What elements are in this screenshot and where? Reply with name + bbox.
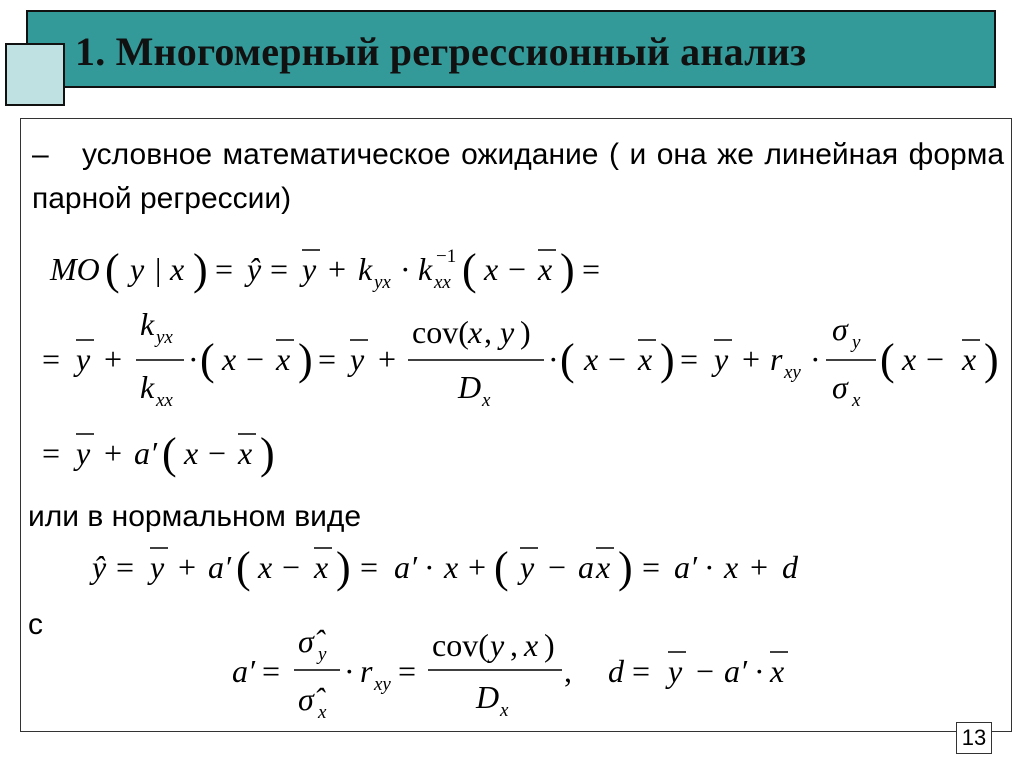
svg-text:·: · — [424, 549, 435, 585]
svg-text:y: y — [150, 549, 165, 585]
formula-normal-form — [89, 543, 799, 592]
svg-text:D: D — [458, 369, 482, 405]
svg-text:xx: xx — [156, 390, 173, 411]
svg-text:=: = — [642, 549, 661, 585]
svg-text:ŷ: ŷ — [247, 251, 262, 287]
svg-text:+: + — [742, 341, 761, 377]
svg-text:+: + — [328, 251, 347, 287]
svg-text:y: y — [852, 332, 861, 353]
svg-text:): ) — [336, 543, 351, 592]
svg-text:xy: xy — [374, 674, 391, 695]
svg-text:·: · — [344, 653, 355, 689]
svg-text:−1: −1 — [436, 246, 457, 267]
svg-text:x: x — [484, 251, 499, 287]
svg-text:k: k — [140, 369, 155, 405]
svg-text:−: − — [208, 435, 227, 471]
svg-text:x: x — [258, 549, 273, 585]
svg-text:=: = — [262, 653, 281, 689]
svg-text:): ) — [260, 429, 275, 478]
svg-text:+: + — [468, 549, 487, 585]
svg-text:=: = — [42, 435, 61, 471]
svg-text:(: ( — [200, 335, 215, 384]
svg-text:x: x — [184, 435, 199, 471]
svg-text:−: − — [548, 549, 567, 585]
svg-text:=: = — [398, 653, 417, 689]
svg-text:′: ′ — [412, 549, 419, 585]
svg-text:MO: MO — [50, 251, 100, 287]
svg-text:=: = — [318, 341, 337, 377]
svg-text:−: − — [282, 549, 301, 585]
svg-text:y: y — [76, 341, 91, 377]
svg-text:(: ( — [105, 245, 120, 294]
svg-text:−: − — [926, 341, 945, 377]
svg-text:=: = — [116, 549, 135, 585]
svg-text:x: x — [770, 653, 785, 689]
svg-text:·: · — [400, 251, 411, 287]
svg-text:): ) — [298, 335, 313, 384]
svg-text:=: = — [360, 549, 379, 585]
svg-text:·: · — [548, 341, 559, 377]
svg-text:x: x — [638, 341, 653, 377]
svg-text:x: x — [724, 549, 739, 585]
svg-text:x: x — [482, 390, 491, 411]
svg-text:a: a — [674, 549, 690, 585]
svg-text:x: x — [170, 251, 185, 287]
svg-text:y: y — [318, 644, 327, 665]
svg-text:,: , — [564, 653, 572, 689]
svg-text:): ) — [193, 245, 208, 294]
svg-text:y: y — [714, 341, 729, 377]
svg-text:yx: yx — [374, 272, 391, 293]
svg-text:·: · — [704, 549, 715, 585]
svg-text:y: y — [500, 314, 515, 350]
svg-text:x: x — [596, 549, 611, 585]
svg-text:x: x — [584, 341, 599, 377]
formula-expanded — [42, 306, 999, 411]
svg-text:x: x — [314, 549, 329, 585]
svg-text:x: x — [538, 251, 553, 287]
svg-text:d: d — [608, 653, 624, 689]
svg-text:xy: xy — [784, 362, 801, 383]
svg-text:y: y — [668, 653, 683, 689]
svg-text:): ) — [660, 335, 675, 384]
svg-text:−: − — [696, 653, 715, 689]
svg-text:+: + — [178, 549, 197, 585]
svg-text:=: = — [582, 251, 601, 287]
svg-text:y: y — [490, 627, 505, 663]
svg-text:a: a — [394, 549, 410, 585]
svg-text:(: ( — [462, 245, 477, 294]
svg-text:+: + — [104, 341, 123, 377]
svg-text:σ: σ — [832, 369, 848, 405]
normal-form-label: или в нормальном виде — [28, 500, 362, 533]
svg-text:y: y — [350, 341, 365, 377]
svg-text:r: r — [770, 341, 783, 377]
svg-text:r: r — [360, 653, 373, 689]
svg-text:−: − — [246, 341, 265, 377]
svg-text:a: a — [578, 549, 594, 585]
svg-text:y: y — [130, 251, 145, 287]
svg-text:−: − — [508, 251, 527, 287]
svg-text:): ) — [544, 627, 555, 663]
svg-text:cov(: cov( — [432, 627, 489, 663]
svg-text:D: D — [476, 679, 500, 715]
svg-text:x: x — [524, 627, 539, 663]
svg-text:y: y — [76, 435, 91, 471]
svg-text:·: · — [810, 341, 821, 377]
svg-text:x: x — [902, 341, 917, 377]
svg-text:cov(: cov( — [412, 314, 469, 350]
svg-text:σ: σ — [832, 311, 848, 347]
svg-text:x: x — [852, 390, 861, 411]
svg-text:x: x — [962, 341, 977, 377]
with-label: с — [28, 608, 43, 641]
formula-short — [42, 429, 275, 478]
svg-text:ŷ: ŷ — [92, 549, 107, 585]
svg-text:x: x — [500, 700, 509, 721]
svg-text:xx: xx — [434, 272, 451, 293]
svg-text:=: = — [215, 251, 234, 287]
svg-text:−: − — [608, 341, 627, 377]
svg-text:k: k — [140, 306, 155, 342]
svg-text:+: + — [104, 435, 123, 471]
svg-text:x: x — [318, 702, 327, 723]
intro-dash: – — [32, 138, 49, 171]
svg-text:·: · — [754, 653, 765, 689]
svg-text:+: + — [378, 341, 397, 377]
page-title: 1. Многомерный регрессионный анализ — [75, 29, 807, 74]
formula-coefficients — [232, 623, 788, 723]
svg-text:σ̂: σ̂ — [298, 623, 314, 659]
svg-text:y: y — [302, 251, 317, 287]
svg-text:(: ( — [162, 429, 177, 478]
svg-text:,: , — [484, 314, 492, 350]
svg-text:(: ( — [880, 335, 895, 384]
formula-conditional-expectation — [49, 245, 600, 294]
svg-text:): ) — [984, 335, 999, 384]
svg-text:=: = — [270, 251, 289, 287]
svg-text:σ̂: σ̂ — [298, 681, 314, 717]
svg-text:x: x — [238, 435, 253, 471]
svg-text:x: x — [222, 341, 237, 377]
svg-text:d: d — [782, 549, 798, 585]
svg-text:(: ( — [494, 543, 509, 592]
svg-text:a: a — [724, 653, 740, 689]
svg-text:x: x — [468, 314, 483, 350]
svg-text:): ) — [560, 245, 575, 294]
svg-text:,: , — [510, 627, 518, 663]
svg-text:x: x — [444, 549, 459, 585]
svg-text:a: a — [232, 653, 248, 689]
intro-text: условное математическое ожидание ( и она же линейная форма парной регрессии) — [32, 138, 1004, 215]
svg-text:|: | — [155, 251, 162, 287]
svg-text:′: ′ — [226, 549, 233, 585]
svg-text:′: ′ — [250, 653, 257, 689]
svg-text:(: ( — [236, 543, 251, 592]
page-number: 13 — [956, 722, 992, 754]
svg-text:=: = — [42, 341, 61, 377]
svg-text:a: a — [208, 549, 224, 585]
svg-text:′: ′ — [152, 435, 159, 471]
svg-text:): ) — [520, 314, 531, 350]
svg-text:=: = — [680, 341, 699, 377]
svg-text:k: k — [418, 251, 433, 287]
svg-text:(: ( — [560, 335, 575, 384]
svg-text:y: y — [520, 549, 535, 585]
svg-text:x: x — [276, 341, 291, 377]
svg-text:): ) — [618, 543, 633, 592]
svg-text:·: · — [188, 341, 199, 377]
svg-text:a: a — [134, 435, 150, 471]
svg-text:′: ′ — [742, 653, 749, 689]
svg-text:+: + — [750, 549, 769, 585]
svg-text:yx: yx — [156, 327, 173, 348]
svg-text:′: ′ — [692, 549, 699, 585]
svg-text:k: k — [358, 251, 373, 287]
svg-text:=: = — [632, 653, 651, 689]
